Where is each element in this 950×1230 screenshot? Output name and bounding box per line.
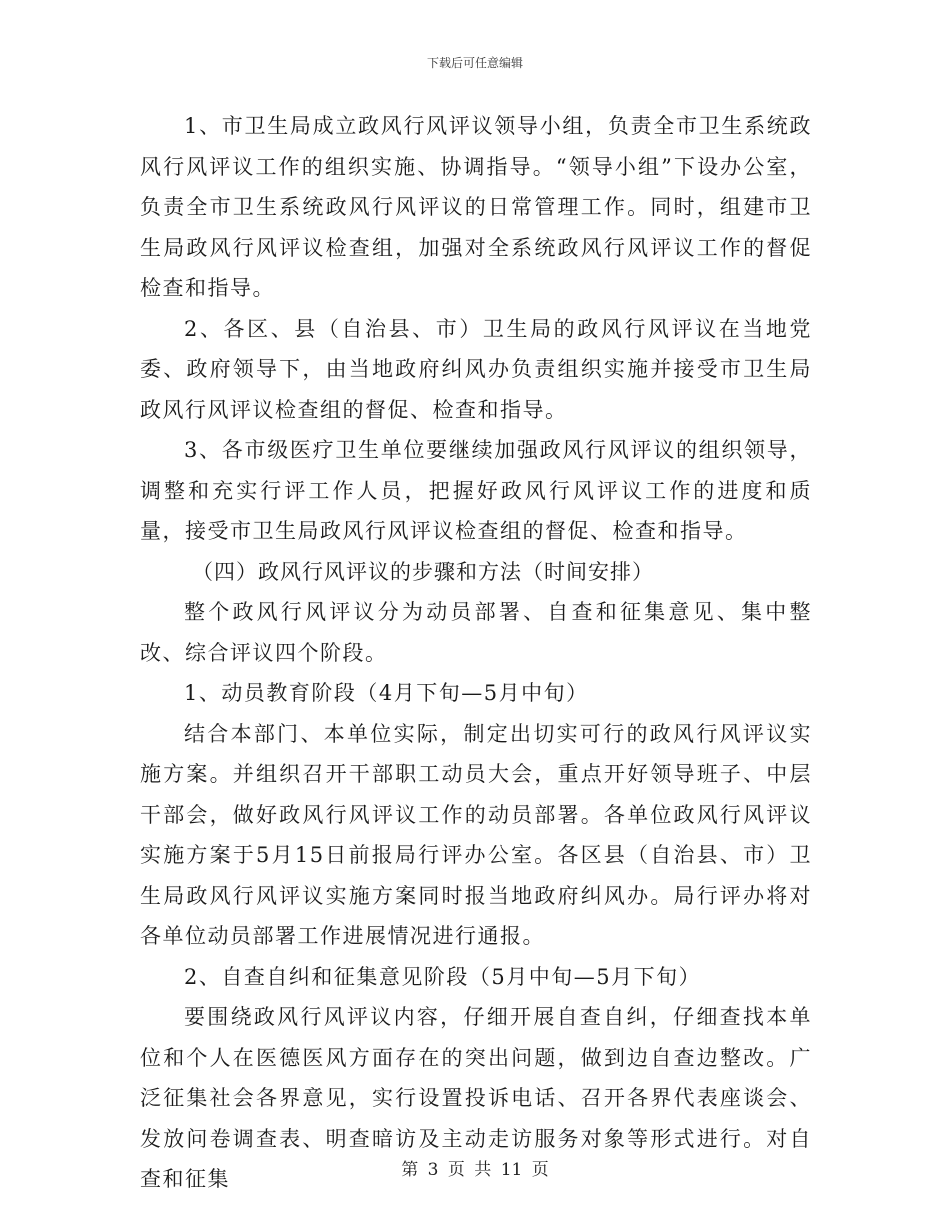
- stage-heading-mobilization: 1、动员教育阶段（4月下旬—5月中旬）: [184, 681, 589, 705]
- page-number-footer: 第 3 页 共 11 页: [401, 1160, 549, 1180]
- paragraph-self-check: 要围绕政风行风评议内容，仔细开展自查自纠，仔细查找本单位和个人在医德医风方面存在的突出问题，做到边自查边整改。广泛征集社会各界意见，实行设置投诉电话、召开各界代表座谈会、发放问卷调查表、明查暗访及主动走访服务对象等形式进行。对自查和征集: [140, 1005, 812, 1191]
- stage-heading-self-check: 2、自查自纠和征集意见阶段（5月中旬—5月下旬）: [184, 964, 702, 989]
- paragraph-leadership-group: 1、市卫生局成立政风行风评议领导小组，负责全市卫生系统政风行风评议工作的组织实施、协调指导。“领导小组”下设办公室，负责全市卫生系统政风行风评议的日常管理工作。同时，组建市卫生局政风行风评议检查组，加强对全系统政风行风评议工作的督促检查和指导。: [140, 114, 812, 300]
- paragraph-four-stages: 整个政风行风评议分为动员部署、自查和征集意见、集中整改、综合评议四个阶段。: [140, 600, 812, 665]
- paragraph-mobilization: 结合本部门、本单位实际，制定出切实可行的政风行风评议实施方案。并组织召开干部职工动员大会，重点开好领导班子、中层干部会，做好政风行风评议工作的动员部署。各单位政风行风评议实施方案于5月15日前报局行评办公室。各区县（自治县、市）卫生局政风行风评议实施方案同时报当地政府纠风办。局行评办将对各单位动员部署工作进展情况进行通报。: [140, 721, 812, 948]
- section-heading-steps: （四）政风行风评议的步骤和方法（时间安排）: [192, 559, 654, 584]
- document-body: [140, 106, 812, 1200]
- page-header-note: 下载后可任意编辑: [426, 56, 523, 70]
- paragraph-city-units: 3、各市级医疗卫生单位要继续加强政风行风评议的组织领导，调整和充实行评工作人员，把握好政风行风评议工作的进度和质量，接受市卫生局政风行风评议检查组的督促、检查和指导。: [140, 438, 812, 543]
- paragraph-county-bureaus: 2、各区、县（自治县、市）卫生局的政风行风评议在当地党委、政府领导下，由当地政府纠风办负责组织实施并接受市卫生局政风行风评议检查组的督促、检查和指导。: [140, 316, 812, 422]
